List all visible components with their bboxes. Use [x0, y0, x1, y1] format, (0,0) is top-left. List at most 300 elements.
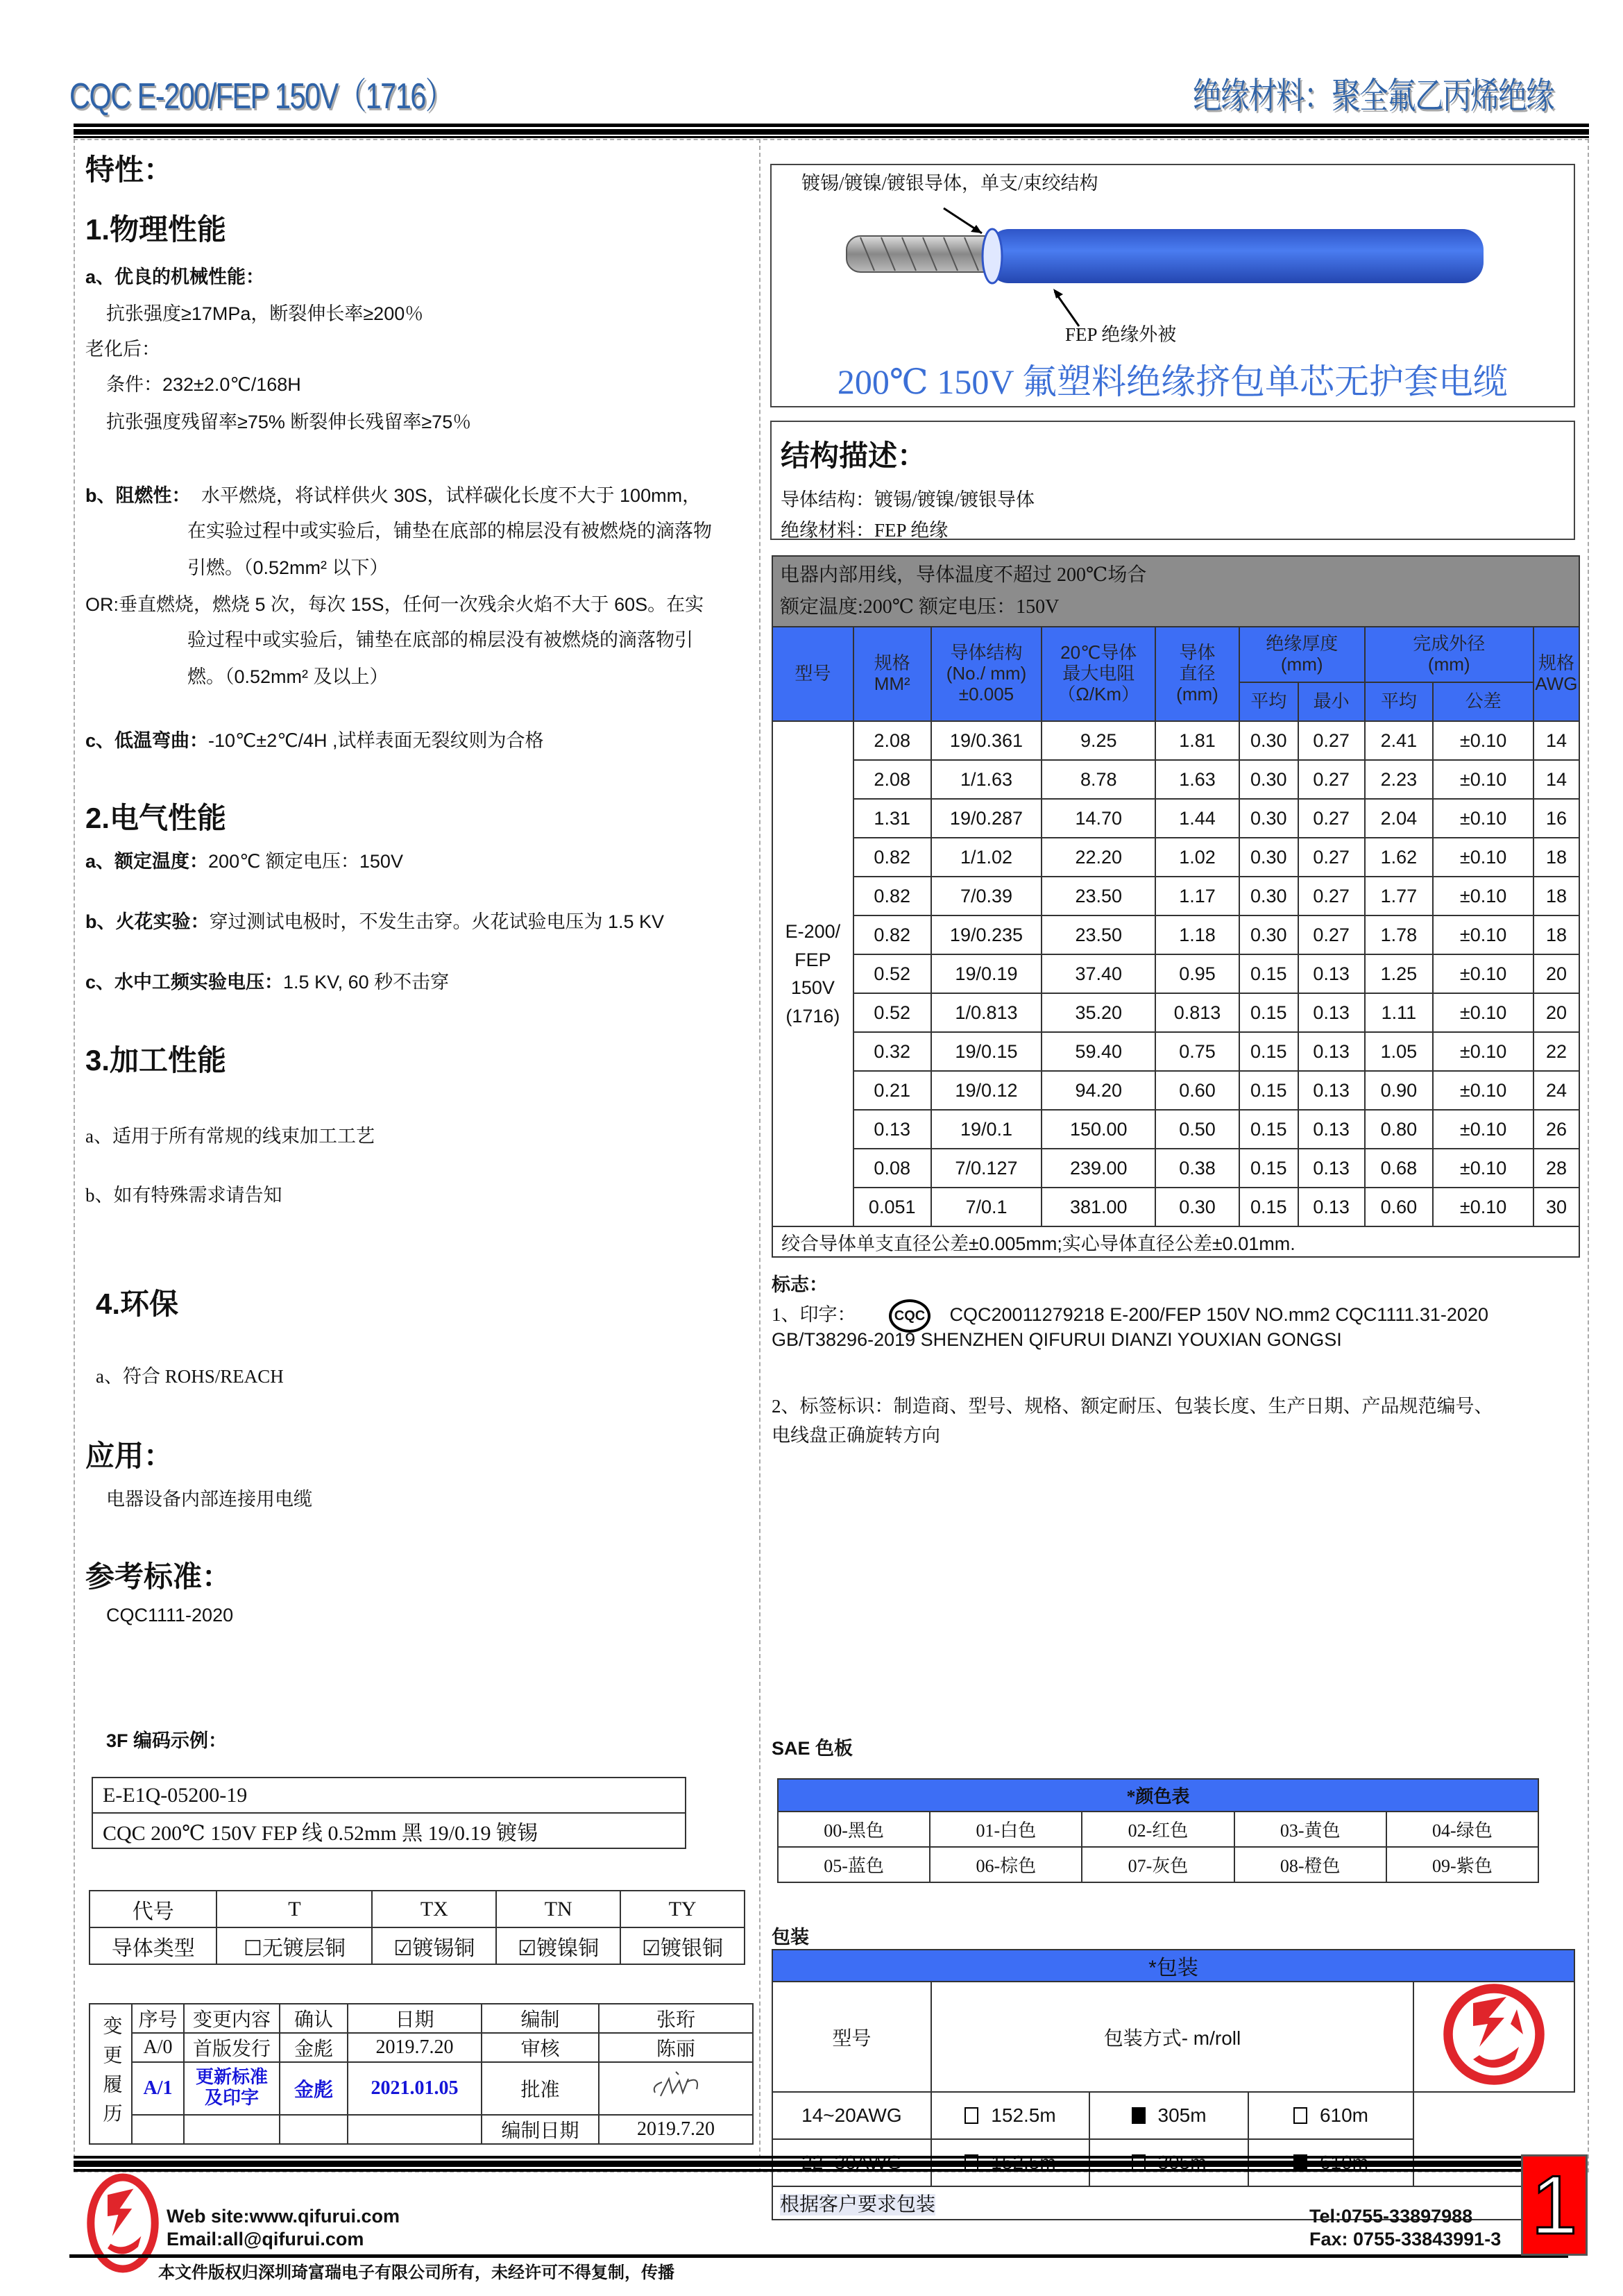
rev-cell — [280, 2115, 348, 2144]
spec-cell: ±0.10 — [1433, 721, 1533, 760]
header-text: MM² — [874, 673, 910, 694]
packaging-option[interactable] — [1089, 2092, 1248, 2139]
option-nickel-copper[interactable] — [496, 1927, 620, 1964]
spec-cell: ±0.10 — [1433, 993, 1533, 1032]
spec-cell: 2.41 — [1365, 721, 1434, 760]
spec-cell: 1.31 — [853, 799, 931, 838]
spec-cell: 0.30 — [1239, 838, 1298, 877]
spec-cell: 0.27 — [1298, 877, 1365, 915]
option-plain-copper[interactable] — [216, 1927, 372, 1964]
checkbox-filled-icon[interactable] — [1132, 2107, 1146, 2124]
spec-cell: 1.11 — [1365, 993, 1434, 1032]
rev-cell: A/0 — [132, 2033, 184, 2062]
header-cell: T — [216, 1891, 372, 1927]
rev-cell: 2021.01.05 — [348, 2062, 482, 2115]
vertical-flame-text: 验过程中或实验后，铺垫在底部的棉层没有被燃烧的滴落物引 — [187, 630, 693, 650]
color-cell: 06-棕色 — [930, 1847, 1082, 1882]
spec-cell: 0.30 — [1239, 915, 1298, 954]
header-cell: 变更内容 — [184, 2004, 280, 2033]
code-example-title: 3F 编码示例： — [106, 1730, 228, 1751]
spec-cell: 1.62 — [1365, 838, 1434, 877]
header-cell: TN — [496, 1891, 620, 1927]
header-text: 最大电阻 — [1062, 663, 1135, 684]
cable-title: 200℃ 150V 氟塑料绝缘挤包单芯无护套电缆 — [837, 362, 1509, 401]
aging-result: 抗张强度残留率≥75% 断裂伸长残留率≥75％ — [106, 412, 472, 432]
color-row — [778, 1812, 1538, 1847]
spec-cell: 18 — [1533, 877, 1579, 915]
footer-fax: Fax: 0755-33843991-3 — [1309, 2229, 1502, 2249]
water-text: 1.5 KV, 60 秒不击穿 — [283, 972, 450, 993]
spec-cell: 18 — [1533, 838, 1579, 877]
role-value: 张珩 — [599, 2004, 753, 2033]
checkbox-checked-icon[interactable]: ☑ — [393, 1936, 413, 1960]
spec-cell: 0.21 — [853, 1071, 931, 1110]
spec-cell: 0.13 — [1298, 954, 1365, 993]
spec-cell: 24 — [1533, 1071, 1579, 1110]
spec-cell: 0.32 — [853, 1032, 931, 1071]
spec-cell: 0.30 — [1239, 877, 1298, 915]
spark-label: b、火花实验： — [85, 911, 210, 932]
cold-bend-label: c、低温弯曲： — [85, 730, 209, 751]
spec-cell: 0.13 — [1298, 1110, 1365, 1149]
spec-row — [772, 1032, 1579, 1071]
header-text: ±0.005 — [958, 683, 1014, 704]
option-label: 无镀层铜 — [262, 1936, 346, 1960]
row-label: 导体类型 — [90, 1927, 216, 1964]
model-cell: E-200/ FEP 150V (1716) — [772, 721, 853, 1226]
col-size — [853, 627, 931, 721]
packaging-option[interactable] — [1248, 2092, 1413, 2139]
header-text: 导体 — [1179, 642, 1216, 664]
header-cell: 日期 — [348, 2004, 482, 2033]
header-text: 规格 — [1538, 652, 1574, 674]
col-ins-min: 最小 — [1298, 682, 1365, 721]
packaging-model: 14~20AWG — [772, 2092, 931, 2139]
application-title: 应用： — [85, 1440, 173, 1472]
header-cell: TX — [372, 1891, 496, 1927]
application-text: 电器设备内部连接用电缆 — [106, 1489, 312, 1510]
spec-cell: 0.15 — [1239, 1110, 1298, 1149]
spec-cell: 94.20 — [1042, 1071, 1155, 1110]
option-label: 305m — [1157, 2104, 1207, 2126]
spec-cell: 0.13 — [1298, 1071, 1365, 1110]
col-insulation — [1239, 627, 1365, 682]
spec-cell: 1.77 — [1365, 877, 1434, 915]
conductor-label: 镀锡/镀镍/镀银导体，单支/束绞结构 — [801, 173, 1098, 194]
flame-text: 在实验过程中或实验后，铺垫在底部的棉层没有被燃烧的滴落物 — [187, 521, 712, 541]
spec-cell: 59.40 — [1042, 1032, 1155, 1071]
spec-cell: 150.00 — [1042, 1110, 1155, 1149]
col-od-tol: 公差 — [1433, 682, 1533, 721]
spec-cell: 0.15 — [1239, 1149, 1298, 1188]
env-a: a、符合 ROHS/REACH — [96, 1366, 284, 1387]
processing-b: b、如有特殊需求请告知 — [85, 1185, 282, 1206]
spec-notes — [772, 556, 1579, 627]
spec-cell: ±0.10 — [1433, 1071, 1533, 1110]
spec-cell: 22 — [1533, 1032, 1579, 1071]
flame-text: 引燃。（0.52mm² 以下） — [187, 557, 389, 578]
spec-cell: 0.813 — [1155, 993, 1239, 1032]
code-example-box — [92, 1777, 686, 1849]
spec-row — [772, 915, 1579, 954]
spec-cell: 19/0.235 — [931, 915, 1042, 954]
color-cell: 07-灰色 — [1082, 1847, 1234, 1882]
print-label: 1、印字： — [772, 1304, 856, 1326]
spec-cell: 14 — [1533, 721, 1579, 760]
spec-cell: 7/0.1 — [931, 1188, 1042, 1226]
header-cell: 确认 — [280, 2004, 348, 2033]
print-line-2: GB/T38296-2019 SHENZHEN QIFURUI DIANZI YOUXIAN GONGSI — [772, 1329, 1342, 1350]
electrical-title: 2.电气性能 — [85, 802, 227, 834]
spec-cell: 0.38 — [1155, 1149, 1239, 1188]
spec-row — [772, 1071, 1579, 1110]
spec-cell: 1.44 — [1155, 799, 1239, 838]
rev-cell — [132, 2115, 184, 2144]
insulation-label: FEP 绝缘外被 — [1065, 324, 1177, 345]
spec-row — [772, 1188, 1579, 1226]
spec-cell: 0.90 — [1365, 1071, 1434, 1110]
spec-cell: 1/1.02 — [931, 838, 1042, 877]
divider — [74, 124, 1589, 127]
processing-title: 3.加工性能 — [85, 1044, 227, 1077]
spec-cell: 18 — [1533, 915, 1579, 954]
color-table-header: *颜色表 — [778, 1779, 1538, 1812]
spec-cell: 19/0.1 — [931, 1110, 1042, 1149]
header-text: (mm) — [1280, 654, 1323, 675]
rev-cell: A/1 — [132, 2062, 184, 2115]
aging-condition: 条件：232±2.0℃/168H — [106, 374, 301, 395]
spec-cell: ±0.10 — [1433, 877, 1533, 915]
env-title: 4.环保 — [96, 1288, 179, 1320]
tensile-text: 抗张强度≥17MPa，断裂伸长率≥200％ — [106, 303, 424, 324]
spec-cell: 1.17 — [1155, 877, 1239, 915]
label-line: 2、标签标识：制造商、型号、规格、额定耐压、包装长度、生产日期、产品规范编号、 — [772, 1396, 1493, 1417]
header-text: AWG — [1535, 673, 1578, 694]
divider — [74, 136, 1589, 138]
spec-cell: 0.13 — [1298, 1188, 1365, 1226]
spec-cell: 0.60 — [1155, 1071, 1239, 1110]
features-title: 特性： — [85, 153, 173, 186]
spec-note: 额定温度:200℃ 额定电压：150V — [780, 596, 1060, 618]
physical-title: 1.物理性能 — [85, 213, 227, 246]
spec-cell: 0.60 — [1365, 1188, 1434, 1226]
header-text: 绝缘厚度 — [1266, 633, 1339, 655]
cold-bend — [85, 725, 544, 752]
spec-cell: 28 — [1533, 1149, 1579, 1188]
color-cell: 09-紫色 — [1386, 1847, 1538, 1882]
cqc-logo: CQC — [889, 1299, 931, 1333]
spec-cell: 0.82 — [853, 838, 931, 877]
vertical-flame-text: OR:垂直燃烧，燃烧 5 次，每次 15S，任何一次残余火焰不大于 60S。在实 — [85, 594, 704, 615]
color-cell: 00-黑色 — [778, 1812, 930, 1847]
option-tinned-copper[interactable] — [372, 1927, 496, 1964]
spec-row — [772, 954, 1579, 993]
spec-table — [772, 555, 1580, 1258]
header-text: 规格 — [874, 652, 910, 674]
label-line: 电线盘正确旋转方向 — [772, 1425, 940, 1446]
spec-cell: 0.15 — [1239, 1188, 1298, 1226]
spec-row — [772, 1149, 1579, 1188]
color-cell: 01-白色 — [930, 1812, 1082, 1847]
divider — [69, 2254, 1568, 2258]
spec-cell: 37.40 — [1042, 954, 1155, 993]
color-cell: 05-蓝色 — [778, 1847, 930, 1882]
checkbox-empty-icon[interactable]: ☐ — [244, 1936, 262, 1960]
spec-cell: ±0.10 — [1433, 954, 1533, 993]
role-value: 陈丽 — [599, 2033, 753, 2062]
spec-cell: 1.78 — [1365, 915, 1434, 954]
spec-cell: 2.08 — [853, 721, 931, 760]
flame-text: 水平燃烧，将试样供火 30S，试样碳化长度不大于 100mm， — [201, 485, 702, 506]
spec-cell: 30 — [1533, 1188, 1579, 1226]
col-od — [1365, 627, 1533, 682]
spec-cell: 0.08 — [853, 1149, 931, 1188]
option-label: 镀银铜 — [661, 1936, 724, 1960]
rev-cell: 金彪 — [280, 2033, 348, 2062]
divider — [74, 2156, 1524, 2159]
header-cell: TY — [620, 1891, 745, 1927]
packaging-option[interactable] — [931, 2092, 1090, 2139]
spec-cell: 19/0.12 — [931, 1071, 1042, 1110]
spec-cell: ±0.10 — [1433, 799, 1533, 838]
rated-temp-label: a、额定温度： — [85, 851, 209, 872]
spec-cell: 0.13 — [1298, 993, 1365, 1032]
spec-row — [772, 721, 1579, 760]
water-label: c、水中工频实验电压： — [85, 972, 284, 993]
header-text: 20℃导体 — [1060, 642, 1137, 664]
col-method: 包装方式- m/roll — [931, 1982, 1414, 2092]
checkbox-checked-icon[interactable]: ☑ — [642, 1936, 661, 1960]
water-test — [85, 967, 449, 994]
checkbox-checked-icon[interactable]: ☑ — [518, 1936, 537, 1960]
spec-cell: 0.30 — [1239, 760, 1298, 799]
left-panel — [74, 139, 760, 2172]
spec-cell: 0.30 — [1239, 799, 1298, 838]
role-value: 2019.7.20 — [599, 2115, 753, 2144]
standard-text: CQC1111-2020 — [106, 1605, 234, 1626]
rev-cell: 更新标准及印字 — [184, 2062, 280, 2115]
col-resistance — [1042, 627, 1155, 721]
spec-cell: 1.05 — [1365, 1032, 1434, 1071]
header-text: (mm) — [1427, 654, 1470, 675]
color-cell: 04-绿色 — [1386, 1812, 1538, 1847]
role-label: 编制日期 — [482, 2115, 599, 2144]
packaging-title: 包装 — [772, 1927, 809, 1948]
print-text: CQC20011279218 E-200/FEP 150V NO.mm2 CQC1111.31-2020 — [949, 1304, 1488, 1326]
spec-cell: 0.30 — [1239, 721, 1298, 760]
role-label: 审核 — [482, 2033, 599, 2062]
processing-a: a、适用于所有常规的线束加工工艺 — [85, 1126, 375, 1147]
col-ins-avg: 平均 — [1239, 682, 1298, 721]
signature — [599, 2062, 753, 2115]
option-label: 152.5m — [991, 2104, 1056, 2126]
spec-cell: 19/0.361 — [931, 721, 1042, 760]
option-label: 镀锡铜 — [412, 1936, 475, 1960]
option-label: 610m — [1319, 2104, 1369, 2126]
conductor-type-table — [89, 1890, 745, 1965]
code-description: CQC 200℃ 150V FEP 线 0.52mm 黑 19/0.19 镀锡 — [92, 1813, 686, 1848]
footer-tel: Tel:0755-33897988 — [1309, 2206, 1473, 2227]
standard-title: 参考标准： — [85, 1560, 232, 1593]
rev-cell — [348, 2115, 482, 2144]
vertical-flame-text: 燃。（0.52mm² 及以上） — [187, 666, 389, 687]
spec-cell: 2.04 — [1365, 799, 1434, 838]
spec-cell: 19/0.19 — [931, 954, 1042, 993]
col-model: 型号 — [772, 1982, 931, 2092]
spec-cell: 23.50 — [1042, 877, 1155, 915]
spec-cell: 19/0.15 — [931, 1032, 1042, 1071]
col-awg — [1533, 627, 1579, 721]
spec-cell: 0.27 — [1298, 721, 1365, 760]
packaging-header: *包装 — [772, 1950, 1574, 1982]
spec-cell: 0.95 — [1155, 954, 1239, 993]
spec-cell: 0.52 — [853, 954, 931, 993]
spec-cell: ±0.10 — [1433, 915, 1533, 954]
spec-cell: 1.02 — [1155, 838, 1239, 877]
checkbox-empty-icon[interactable] — [1293, 2107, 1307, 2124]
spec-cell: 0.15 — [1239, 954, 1298, 993]
spec-cell: 1.18 — [1155, 915, 1239, 954]
spec-cell: 0.27 — [1298, 799, 1365, 838]
spec-cell: ±0.10 — [1433, 1149, 1533, 1188]
spec-cell: 0.30 — [1155, 1188, 1239, 1226]
spec-cell: 0.15 — [1239, 1032, 1298, 1071]
spec-cell: 14.70 — [1042, 799, 1155, 838]
spec-cell: 19/0.287 — [931, 799, 1042, 838]
spec-cell: 20 — [1533, 954, 1579, 993]
spec-cell: ±0.10 — [1433, 760, 1533, 799]
col-model: 型号 — [772, 627, 853, 721]
rev-cell: 金彪 — [280, 2062, 348, 2115]
spec-cell: 2.23 — [1365, 760, 1434, 799]
spec-cell: 22.20 — [1042, 838, 1155, 877]
footer-logo — [85, 2171, 161, 2275]
header-text: (No./ mm) — [946, 663, 1027, 684]
divider — [74, 2169, 1524, 2172]
spec-cell: 1.63 — [1155, 760, 1239, 799]
spec-cell: 0.75 — [1155, 1032, 1239, 1071]
color-cell: 08-橙色 — [1234, 1847, 1386, 1882]
rev-cell: 首版发行 — [184, 2033, 280, 2062]
aging-label: 老化后： — [85, 339, 160, 360]
spec-cell: 1/1.63 — [931, 760, 1042, 799]
structure-title: 结构描述： — [781, 439, 927, 472]
spec-cell: 239.00 — [1042, 1149, 1155, 1188]
header-text: (mm) — [1176, 683, 1218, 704]
spec-cell: 381.00 — [1042, 1188, 1155, 1226]
structure-conductor: 导体结构：镀锡/镀镍/镀银导体 — [781, 489, 1035, 510]
marking-title: 标志： — [772, 1274, 828, 1295]
spec-cell: 0.68 — [1365, 1149, 1434, 1188]
divider — [74, 129, 1589, 135]
spec-cell: ±0.10 — [1433, 1032, 1533, 1071]
spec-cell: 0.27 — [1298, 915, 1365, 954]
cold-bend-text: -10℃±2℃/4H ,试样表面无裂纹则为合格 — [208, 730, 544, 751]
mechanical-label: a、优良的机械性能： — [85, 267, 265, 287]
page-number-text: 1 — [1531, 2159, 1578, 2252]
print-line — [772, 1299, 1488, 1333]
spec-cell: 2.08 — [853, 760, 931, 799]
color-cell: 03-黄色 — [1234, 1812, 1386, 1847]
spec-cell: 0.15 — [1239, 993, 1298, 1032]
spec-cell: 0.50 — [1155, 1110, 1239, 1149]
header-text: 直径 — [1179, 663, 1216, 684]
header-text: （Ω/Km） — [1057, 683, 1140, 704]
spec-cell: 0.80 — [1365, 1110, 1434, 1149]
color-table — [777, 1778, 1539, 1883]
structure-insulation: 绝缘材料：FEP 绝缘 — [781, 520, 949, 541]
packaging-table — [772, 1949, 1575, 2220]
rated-temp-text: 200℃ 额定电压：150V — [208, 851, 403, 872]
spec-cell: 0.051 — [853, 1188, 931, 1226]
packaging-row — [772, 2092, 1574, 2139]
spec-footnote: 绞合导体单支直径公差±0.005mm;实心导体直径公差±0.01mm. — [772, 1226, 1579, 1257]
header-cell: 代号 — [90, 1891, 216, 1927]
header-text: 完成外径 — [1413, 633, 1486, 655]
spec-cell: 7/0.127 — [931, 1149, 1042, 1188]
code-line: E-E1Q-05200-19 — [92, 1778, 686, 1813]
spec-cell: 8.78 — [1042, 760, 1155, 799]
spec-cell: 9.25 — [1042, 721, 1155, 760]
option-silver-copper[interactable] — [620, 1927, 745, 1964]
header-text: 导体结构 — [950, 642, 1023, 664]
sae-title: SAE 色板 — [772, 1738, 853, 1759]
spark-text: 穿过测试电极时，不发生击穿。火花试验电压为 1.5 KV — [209, 911, 665, 932]
spark-test — [85, 906, 664, 934]
spec-cell: 0.13 — [1298, 1032, 1365, 1071]
spec-row — [772, 1110, 1579, 1149]
color-row — [778, 1847, 1538, 1882]
spec-cell: ±0.10 — [1433, 1188, 1533, 1226]
copyright: 本文件版权归深圳琦富瑞电子有限公司所有，未经许可不得复制，传播 — [158, 2263, 674, 2282]
footer-email[interactable]: Email:all@qifurui.com — [167, 2229, 364, 2249]
spec-cell: 0.13 — [1298, 1149, 1365, 1188]
spec-cell: ±0.10 — [1433, 1110, 1533, 1149]
col-od-avg: 平均 — [1365, 682, 1434, 721]
revision-history-table — [89, 2003, 754, 2145]
rev-cell — [184, 2115, 280, 2144]
spec-row — [772, 799, 1579, 838]
spec-cell: 20 — [1533, 993, 1579, 1032]
checkbox-empty-icon[interactable] — [965, 2107, 978, 2124]
spec-cell: 0.52 — [853, 993, 931, 1032]
divider — [74, 2161, 1524, 2167]
spec-cell: 1/0.813 — [931, 993, 1042, 1032]
spec-cell: 26 — [1533, 1110, 1579, 1149]
spec-row — [772, 760, 1579, 799]
company-logo-cell — [1413, 1982, 1574, 2092]
color-cell: 02-红色 — [1082, 1812, 1234, 1847]
role-label: 编制 — [482, 2004, 599, 2033]
spec-row — [772, 838, 1579, 877]
spec-cell: 23.50 — [1042, 915, 1155, 954]
footer-web[interactable]: Web site:www.qifurui.com — [167, 2206, 400, 2227]
spec-cell: ±0.10 — [1433, 838, 1533, 877]
role-label: 批准 — [482, 2062, 599, 2115]
spec-cell: 0.82 — [853, 915, 931, 954]
rev-cell: 2019.7.20 — [348, 2033, 482, 2062]
rated-temp — [85, 846, 403, 873]
spec-row — [772, 877, 1579, 915]
page-number — [1521, 2154, 1588, 2256]
option-label: 镀镍铜 — [536, 1936, 600, 1960]
spec-cell: 0.82 — [853, 877, 931, 915]
spec-cell: 1.25 — [1365, 954, 1434, 993]
cable-drawing — [833, 194, 1492, 333]
spec-cell: 35.20 — [1042, 993, 1155, 1032]
revision-side-label: 变更履历 — [90, 2004, 132, 2144]
doc-title: CQC E-200/FEP 150V（1716） — [69, 76, 453, 117]
